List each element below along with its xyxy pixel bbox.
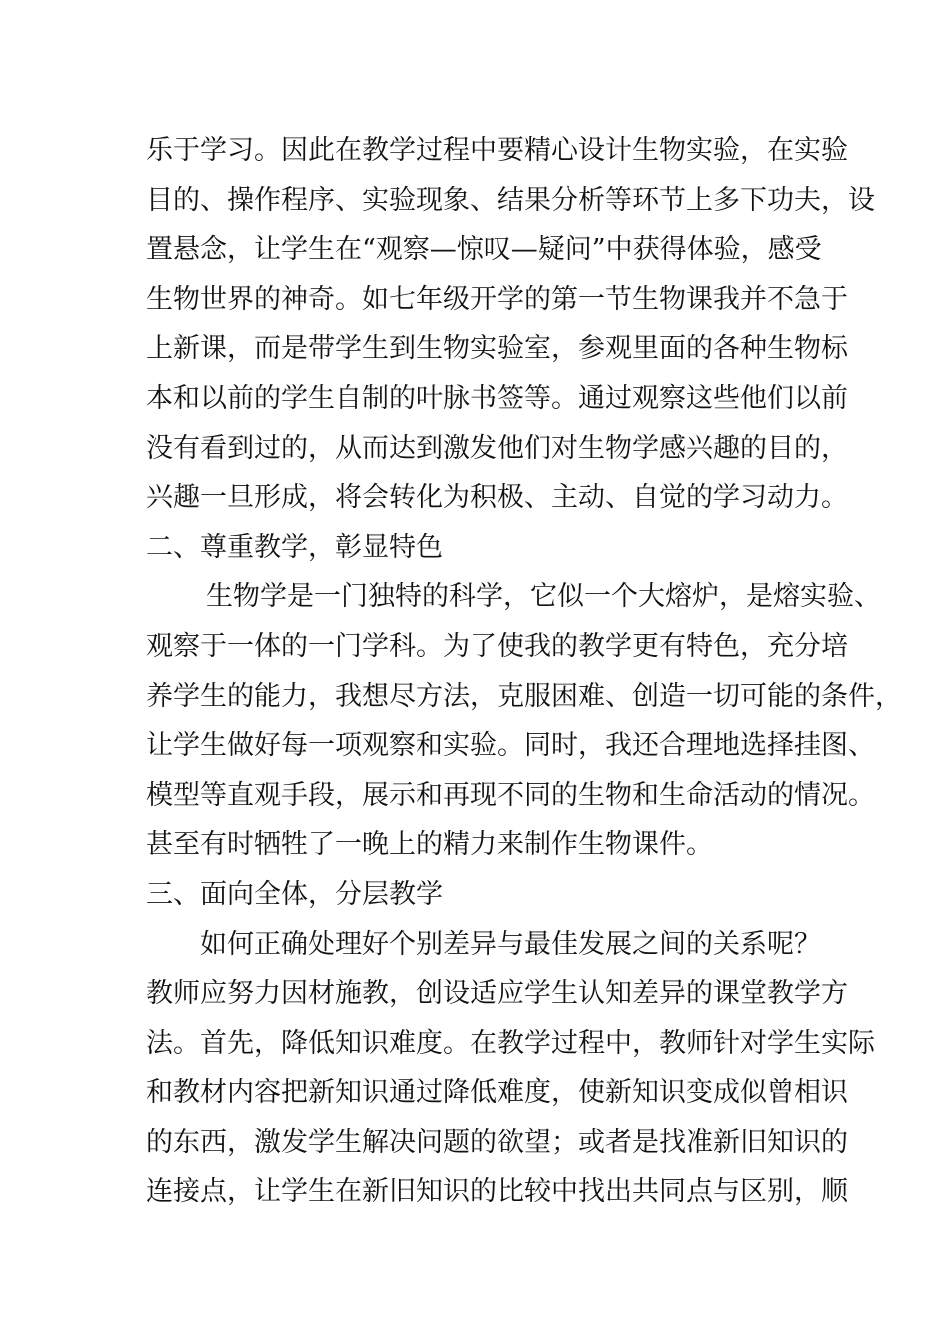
text-line: 生物世界的神奇。如七年级开学的第一节生物课我并不急于 [146,283,848,315]
text-line: 教师应努力因材施教，创设适应学生认知差异的课堂教学方 [146,978,848,1010]
section-heading: 三、面向全体，分层教学 [146,878,443,910]
text-line: 法。首先，降低知识难度。在教学过程中，教师针对学生实际 [146,1027,875,1059]
section-heading: 二、尊重教学，彰显特色 [146,531,443,563]
text-line: 观察于一体的一门学科。为了使我的教学更有特色，充分培 [146,630,848,662]
text-line: 养学生的能力，我想尽方法，克服困难、创造一切可能的条件， [146,680,902,712]
text-line: 模型等直观手段，展示和再现不同的生物和生命活动的情况。 [146,779,875,811]
text-line: 兴趣一旦形成，将会转化为积极、主动、自觉的学习动力。 [146,482,848,514]
text-line: 上新课，而是带学生到生物实验室，参观里面的各种生物标 [146,333,848,365]
body-text [146,126,902,1217]
paragraph-first-line: 生物学是一门独特的科学，它似一个大熔炉，是熔实验、 [206,581,881,613]
text-line: 本和以前的学生自制的叶脉书签等。通过观察这些他们以前 [146,382,848,414]
text-line: 目的、操作程序、实验现象、结果分析等环节上多下功夫，设 [146,184,875,216]
text-line: 没有看到过的，从而达到激发他们对生物学感兴趣的目的， [146,432,848,464]
text-line: 和教材内容把新知识通过降低难度，使新知识变成似曾相识 [146,1077,848,1109]
text-line: 连接点，让学生在新旧知识的比较中找出共同点与区别，顺 [146,1176,848,1208]
text-line: 乐于学习。因此在教学过程中要精心设计生物实验，在实验 [146,135,848,166]
text-line: 甚至有时牺牲了一晚上的精力来制作生物课件。 [146,829,713,861]
text-line: 让学生做好每一项观察和实验。同时，我还合理地选择挂图、 [146,730,875,762]
paragraph-first-line: 如何正确处理好个别差异与最佳发展之间的关系呢？ [200,928,821,960]
text-line: 置悬念，让学生在“观察—惊叹—疑问”中获得体验，感受 [146,234,822,266]
text-line: 的东西，激发学生解决问题的欲望；或者是找准新旧知识的 [146,1126,848,1158]
